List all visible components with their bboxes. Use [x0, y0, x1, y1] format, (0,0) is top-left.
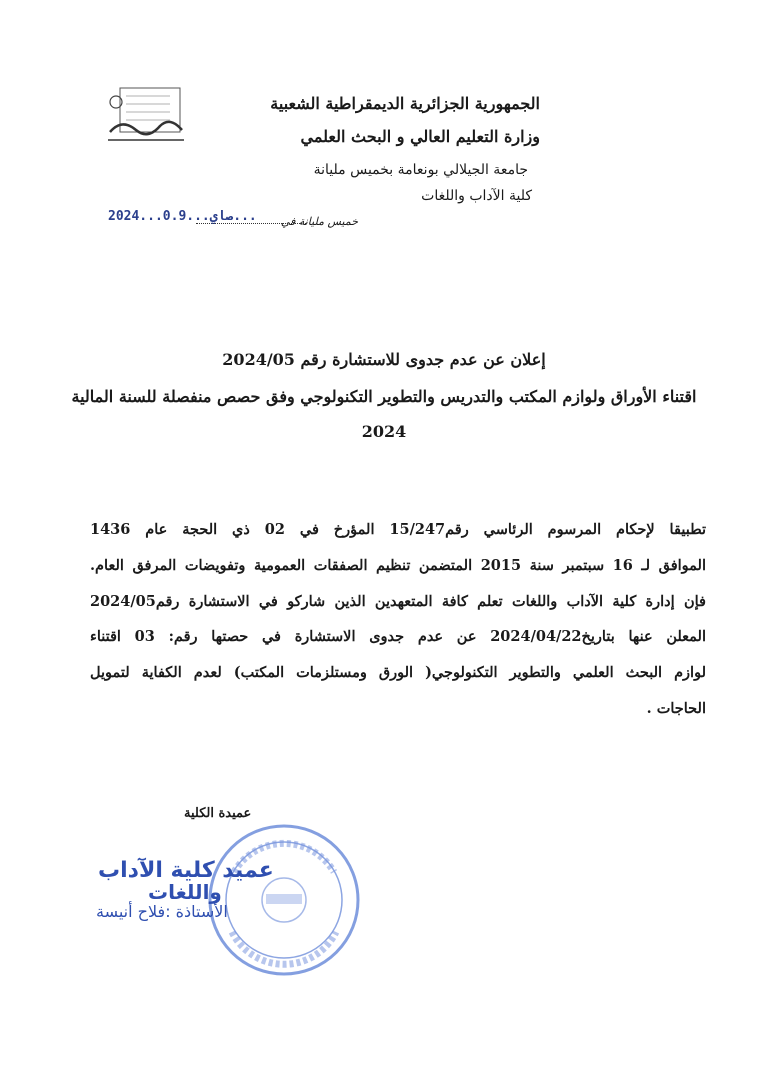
stamp-line-languages: واللغات — [148, 880, 222, 904]
body-line: تطبيقا لإحكام المرسوم الرئاسي رقم15/247 المؤرخ في 02 ذي الحجة عام 1436 — [90, 521, 706, 538]
date-line — [108, 209, 358, 233]
republic-heading: الجمهورية الجزائرية الديمقراطية الشعبية — [270, 94, 540, 113]
stamp-signatory-name: الأستاذة :فلاح أنيسة — [96, 902, 228, 921]
announcement-subtitle: اقتناء الأوراق ولوازم المكتب والتدريس والتطوير التكنولوجي وفق حصص منفصلة للسنة المالية — [71, 387, 697, 406]
university-name: جامعة الجيلالي بونعامة بخميس مليانة — [313, 162, 528, 178]
ministry-heading: وزارة التعليم العالي و البحث العلمي — [300, 127, 540, 146]
faculty-name: كلية الآداب واللغات — [421, 188, 532, 204]
body-line: الموافق لـ 16 سبتمبر سنة 2015 المتضمن تنظيم الصفقات العمومية وتفويضات المرفق العام. — [90, 557, 707, 574]
body-line: الحاجات . — [646, 700, 706, 717]
stamp-line-dean: عميد كلية الآداب — [98, 858, 274, 883]
body-line: لوازم البحث العلمي والتطوير التكنولوجي( الورق ومستلزمات المكتب) لعدم الكفاية لتمويل — [90, 664, 706, 681]
official-seal — [204, 820, 364, 980]
date-value: 2024...صاي...0.9... — [108, 209, 257, 224]
announcement-year: 2024 — [361, 422, 407, 441]
body-line: فإن إدارة كلية الآداب واللغات تعلم كافة المتعهدين الذين شاركو في الاستشارة رقم2024/05 — [90, 593, 706, 610]
announcement-title: إعلان عن عدم جدوى للاستشارة رقم 2024/05 — [222, 350, 546, 369]
body-line: المعلن عنها بتاريخ2024/04/22 عن عدم جدوى الاستشارة في حصتها رقم: 03 اقتناء — [90, 628, 706, 645]
signature-title: عميدة الكلية — [184, 806, 252, 821]
date-label: خميس مليانة في — [280, 215, 358, 228]
